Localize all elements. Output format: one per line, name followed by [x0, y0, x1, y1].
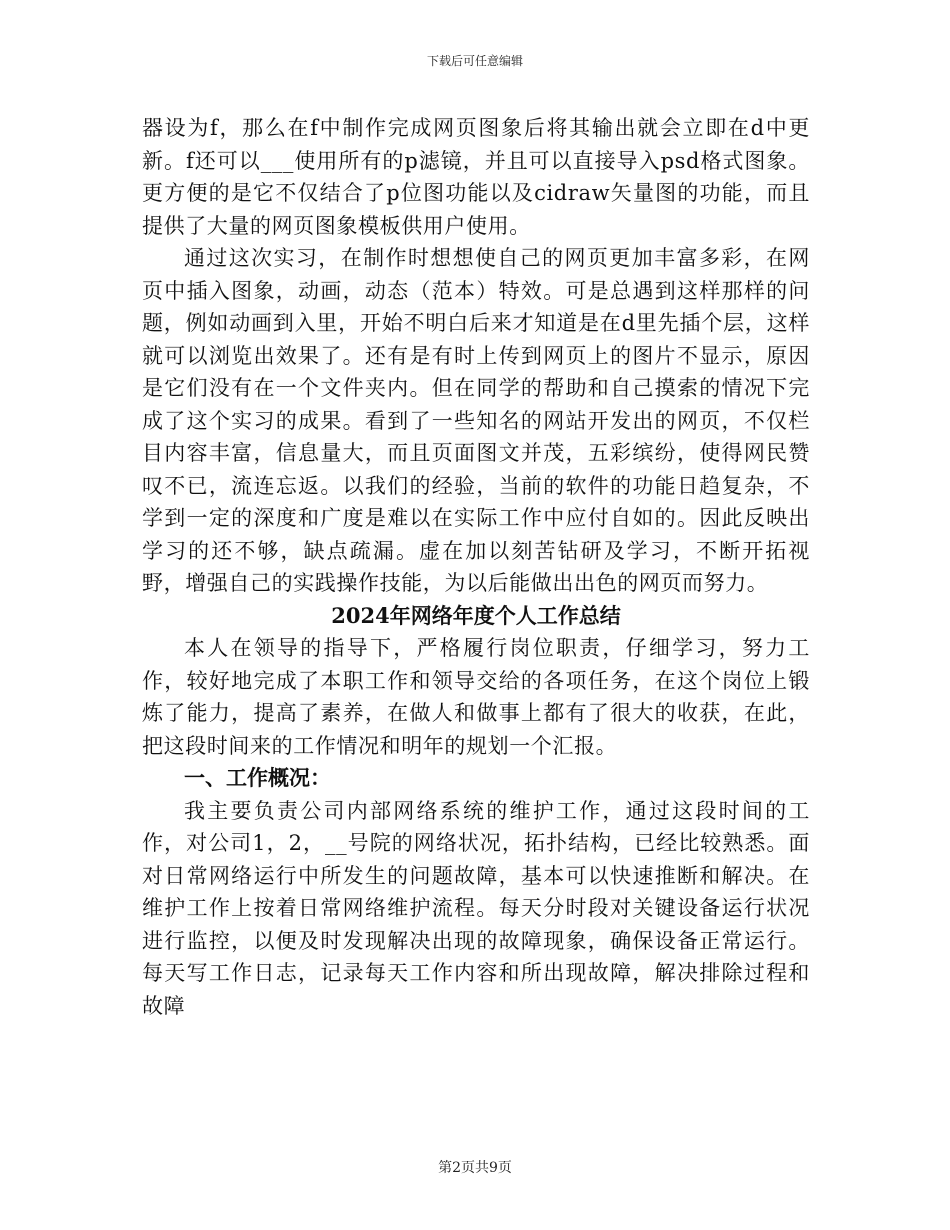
paragraph-4: 我主要负责公司内部网络系统的维护工作，通过这段时间的工作，对公司1，2，__号院的网络状况，拓扑结构，已经比较熟悉。面对日常网络运行中所发生的问题故障，基本可以快速推断和解决。在维护工作上按着日常网络维护流程。每天分时段对关键设备运行状况进行监控，以便及时发现解决出现的故障现象，确保设备正常运行。每天写工作日志，记录每天工作内容和所出现故障，解决排除过程和故障	[142, 798, 810, 1018]
page-header: 下载后可任意编辑	[426, 54, 523, 68]
paragraph-2: 通过这次实习，在制作时想想使自己的网页更加丰富多彩，在网页中插入图象，动画，动态（范本）特效。可是总遇到这样那样的问题，例如动画到入里，开始不明白后来才知道是在d里先插个层，这样就可以浏览出效果了。还有是有时上传到网页上的图片不显示，原因是它们没有在一个文件夹内。但在同学的帮助和自己摸索的情况下完成了这个实习的成果。看到了一些知名的网站开发出的网页，不仅栏目内容丰富，信息量大，而且页面图文并茂，五彩缤纷，使得网民赞叹不已，流连忘返。以我们的经验，当前的软件的功能日趋复杂，不学到一定的深度和广度是难以在实际工作中应付自如的。因此反映出学习的还不够，缺点疏漏。虚在加以刻苦钻研及学习，不断开拓视野，增强自己的实践操作技能，为以后能做出出色的网页而努力。	[142, 246, 810, 595]
section-heading-work-overview: 一、工作概况：	[184, 765, 331, 790]
paragraph-3: 本人在领导的指导下，严格履行岗位职责，仔细学习，努力工作，较好地完成了本职工作和领导交给的各项任务，在这个岗位上锻炼了能力，提高了素养，在做人和做事上都有了很大的收获，在此，把这段时间来的工作情况和明年的规划一个汇报。	[142, 636, 810, 758]
document-body	[142, 112, 810, 1022]
document-title: 2024年网络年度个人工作总结	[331, 602, 621, 628]
paragraph-1: 器设为f，那么在f中制作完成网页图象后将其输出就会立即在d中更新。f还可以___使用所有的p滤镜，并且可以直接导入psd格式图象。更方便的是它不仅结合了p位图功能以及cidraw矢量图的功能，而且提供了大量的网页图象模板供用户使用。	[142, 116, 810, 238]
page-number: 第2页共9页	[438, 1160, 512, 1176]
